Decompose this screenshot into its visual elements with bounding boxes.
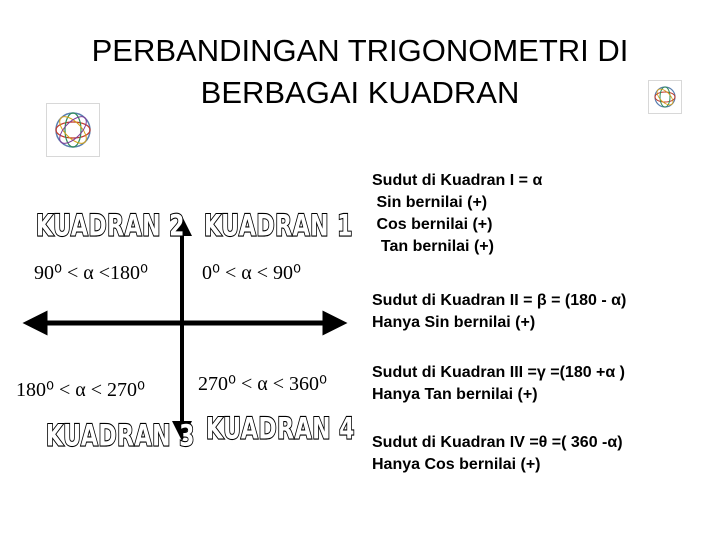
kuadran-4-range: 270⁰ < α < 360⁰: [198, 373, 328, 395]
info-line: Sudut di Kuadran III =γ =(180 +α ): [372, 364, 626, 381]
info-line: Cos bernilai (+): [372, 216, 493, 233]
info-kuadran-2: [372, 290, 626, 334]
info-kuadran-1: [372, 170, 542, 258]
info-kuadran-3: [372, 362, 625, 406]
kuadran-1-label: KUADRAN 1: [204, 210, 353, 244]
info-line: Tan bernilai (+): [372, 238, 494, 255]
info-line: Sudut di Kuadran II = β = (180 - α): [372, 292, 627, 309]
kuadran-1-range: 0⁰ < α < 90⁰: [202, 262, 302, 284]
info-line: Hanya Sin bernilai (+): [372, 314, 536, 331]
info-line: Sudut di Kuadran I = α: [372, 172, 543, 189]
kuadran-3-range: 180⁰ < α < 270⁰: [16, 379, 146, 401]
info-line: Sudut di Kuadran IV =θ =( 360 -α): [372, 434, 623, 451]
kuadran-3-label: KUADRAN 3: [46, 420, 195, 454]
info-line: Sin bernilai (+): [372, 194, 488, 211]
info-line: Hanya Cos bernilai (+): [372, 456, 541, 473]
title-line-2: BERBAGAI KUADRAN: [200, 75, 520, 110]
info-line: Hanya Tan bernilai (+): [372, 386, 538, 403]
kuadran-2-range: 90⁰ < α <180⁰: [34, 262, 149, 284]
info-kuadran-4: [372, 432, 623, 476]
title-line-1: PERBANDINGAN TRIGONOMETRI DI: [91, 33, 629, 68]
kuadran-4-label: KUADRAN 4: [206, 413, 355, 447]
kuadran-2-label: KUADRAN 2: [36, 210, 185, 244]
